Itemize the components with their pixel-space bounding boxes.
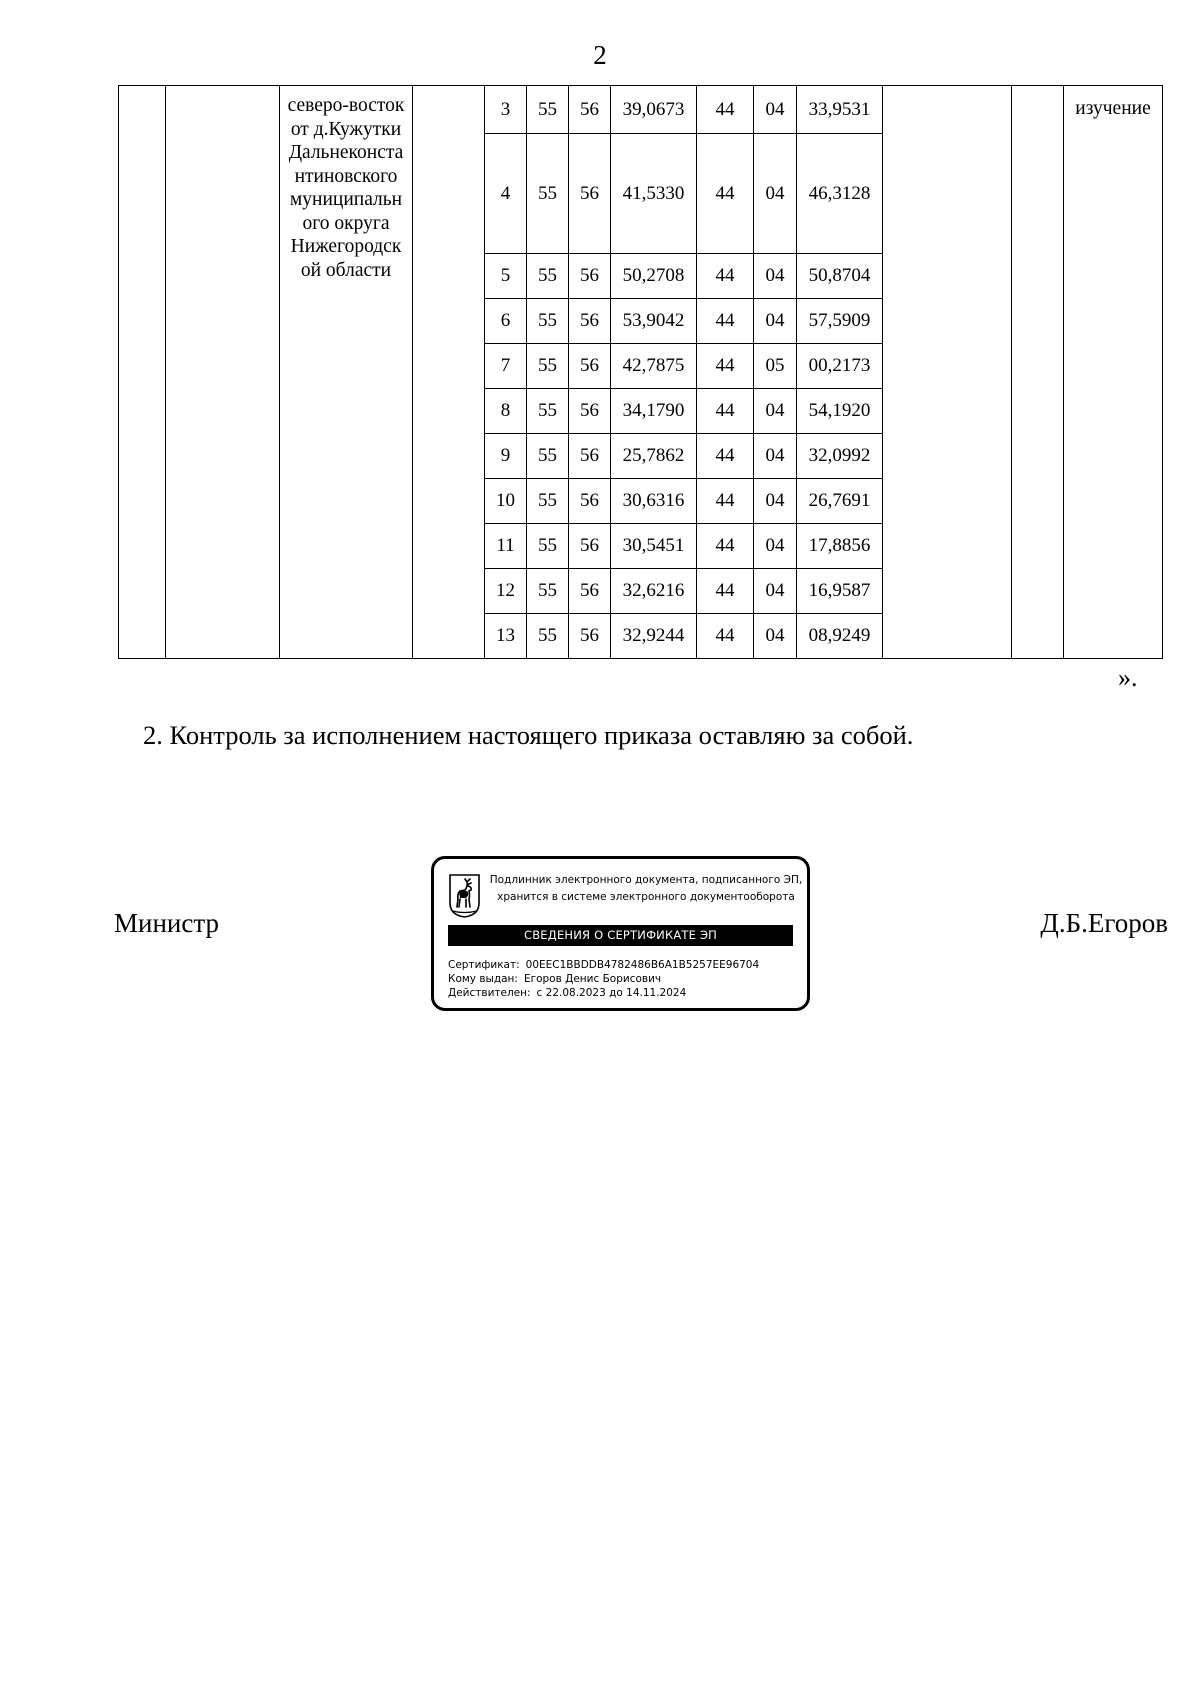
cell-lon-deg: 44 [697,614,754,659]
cell-purpose [1064,86,1163,659]
cell-lat-min: 56 [569,479,611,524]
cell-lon-min: 04 [754,524,797,569]
cell-lon-deg: 44 [697,299,754,344]
cell-lat-deg: 55 [527,434,569,479]
cell-lat-min: 56 [569,344,611,389]
cell-lon-deg: 44 [697,344,754,389]
cell-lat-sec: 39,0673 [611,86,697,134]
cell-lat-deg: 55 [527,389,569,434]
cell-lon-sec: 26,7691 [797,479,883,524]
electronic-signature-stamp [431,856,810,1011]
cell-lon-min: 05 [754,344,797,389]
validity-label: Действителен: [448,987,531,999]
cell-col13 [1012,86,1064,659]
cell-lat-deg: 55 [527,344,569,389]
cell-lon-min: 04 [754,299,797,344]
cell-lon-min: 04 [754,479,797,524]
cell-lat-min: 56 [569,299,611,344]
cell-lat-sec: 41,5330 [611,134,697,254]
cell-lat-min: 56 [569,614,611,659]
cell-lat-min: 56 [569,134,611,254]
cell-lon-min: 04 [754,434,797,479]
table-row [119,86,1163,134]
cell-lon-min: 04 [754,614,797,659]
cell-lon-deg: 44 [697,524,754,569]
cell-n: 6 [485,299,527,344]
cell-lat-min: 56 [569,524,611,569]
cell-lon-sec: 57,5909 [797,299,883,344]
cell-lat-sec: 42,7875 [611,344,697,389]
cell-n: 11 [485,524,527,569]
cell-n: 3 [485,86,527,134]
cell-lat-deg: 55 [527,299,569,344]
owner-label: Кому выдан: [448,973,518,985]
cell-lat-sec: 32,9244 [611,614,697,659]
stamp-line-2: хранится в системе электронного документооборота [497,891,795,903]
cell-lat-deg: 55 [527,614,569,659]
cell-lat-deg: 55 [527,134,569,254]
cell-lat-deg: 55 [527,254,569,299]
cell-col1 [119,86,166,659]
signer-name: Д.Б.Егоров [1040,908,1168,938]
paragraph-control: 2. Контроль за исполнением настоящего приказа оставляю за собой. [143,720,914,750]
cell-lat-min: 56 [569,569,611,614]
cell-lon-deg: 44 [697,254,754,299]
cell-lon-min: 04 [754,134,797,254]
cell-lon-sec: 16,9587 [797,569,883,614]
cell-lat-sec: 25,7862 [611,434,697,479]
cell-lat-sec: 34,1790 [611,389,697,434]
certificate-label: Сертификат: [448,959,520,971]
cell-n: 9 [485,434,527,479]
cell-lon-min: 04 [754,86,797,134]
cell-lon-deg: 44 [697,569,754,614]
place-description: северо-восток от д.Кужутки Дальнеконста нтиновского муниципальн ого округа Нижегородск ой области [287,95,405,281]
cell-lon-deg: 44 [697,134,754,254]
cell-lon-deg: 44 [697,86,754,134]
cell-n: 7 [485,344,527,389]
cell-n: 12 [485,569,527,614]
stamp-line-1: Подлинник электронного документа, подписанного ЭП, [489,874,803,886]
cell-lon-deg: 44 [697,479,754,524]
cell-lon-sec: 33,9531 [797,86,883,134]
cell-lat-min: 56 [569,254,611,299]
cell-n: 5 [485,254,527,299]
owner-value: Егоров Денис Борисович [523,973,662,985]
cell-lat-deg: 55 [527,524,569,569]
cell-lon-sec: 54,1920 [797,389,883,434]
cell-lat-sec: 53,9042 [611,299,697,344]
page-number: 2 [593,40,607,70]
cell-lon-sec: 32,0992 [797,434,883,479]
purpose-text: изучение [1075,98,1151,119]
cell-lat-sec: 30,6316 [611,479,697,524]
cell-lon-sec: 17,8856 [797,524,883,569]
cell-lon-min: 04 [754,569,797,614]
stamp-owner [448,973,661,985]
cell-col2 [166,86,280,659]
cell-lon-min: 04 [754,389,797,434]
cell-n: 13 [485,614,527,659]
cell-lon-sec: 08,9249 [797,614,883,659]
cell-lat-min: 56 [569,389,611,434]
cell-lat-min: 56 [569,434,611,479]
cell-lat-deg: 55 [527,86,569,134]
cell-lat-sec: 30,5451 [611,524,697,569]
cell-n: 4 [485,134,527,254]
table-body [119,86,1163,659]
cell-lat-sec: 50,2708 [611,254,697,299]
stamp-validity [448,987,686,999]
cell-lon-sec: 50,8704 [797,254,883,299]
certificate-value: 00EEC1BBDDB4782486B6A1B5257EE96704 [525,959,760,971]
cell-n: 10 [485,479,527,524]
cell-place [280,86,413,659]
deer-emblem-icon [448,873,481,919]
cell-n: 8 [485,389,527,434]
cell-lon-sec: 00,2173 [797,344,883,389]
closing-quote: ». [1118,663,1138,692]
coordinates-table [118,85,1163,659]
cell-lat-sec: 32,6216 [611,569,697,614]
cell-col4 [413,86,485,659]
signer-position: Министр [114,908,219,938]
cell-lon-deg: 44 [697,434,754,479]
stamp-banner: СВЕДЕНИЯ О СЕРТИФИКАТЕ ЭП [448,925,793,946]
cell-lat-min: 56 [569,86,611,134]
cell-lon-min: 04 [754,254,797,299]
validity-value: с 22.08.2023 до 14.11.2024 [536,987,687,999]
cell-lat-deg: 55 [527,479,569,524]
cell-lon-deg: 44 [697,389,754,434]
stamp-certificate [448,959,759,971]
cell-lat-deg: 55 [527,569,569,614]
cell-lon-sec: 46,3128 [797,134,883,254]
cell-col12 [883,86,1012,659]
